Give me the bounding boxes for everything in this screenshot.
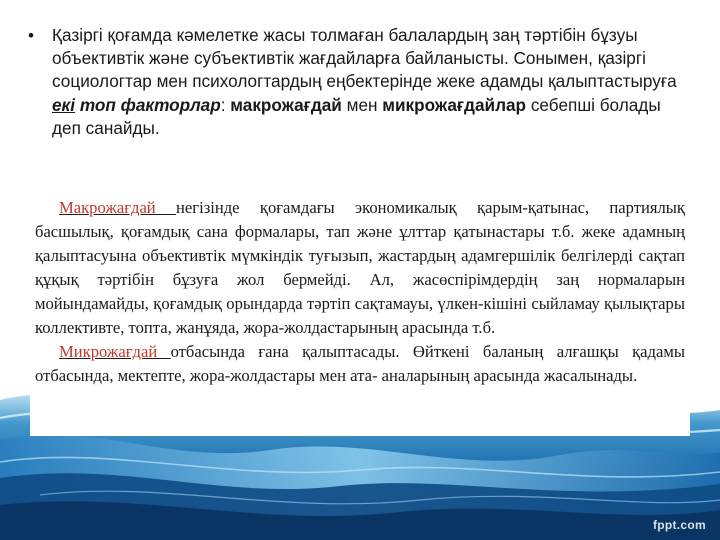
emphasis-italic: топ факторлар [75, 94, 221, 115]
macro-term: Макрожағдай [59, 198, 177, 217]
colon-separator: : [220, 94, 231, 115]
micro-term: Микрожағдай [59, 342, 171, 361]
bullet-paragraph [28, 24, 688, 140]
watermark-logo: fppt.com [652, 518, 706, 532]
bullet-text [52, 24, 688, 140]
bullet-marker: • [28, 26, 34, 45]
micro-keyword: микрожағдайлар [382, 94, 527, 115]
macro-paragraph [35, 196, 685, 340]
definition-textbox [30, 191, 690, 436]
macro-definition: негізінде қоғамдағы экономикалық қарым-қатынас, партиялық басшылық, қоғамдық сана формалары, тап және ұлттар қатынастары т.б. жеке адамның қалыптасуына объективтік мүмкіндік туғызып, жастардың адамгершілік белгілерді сақтап құқық тәртібін бұзуға жол бермейді. Ал, жасөспірімдердің заң нормаларын мойындамайды, қоғамдық орындарда тәртіп сақтамауы, үлкен-кішіні сыйламау қылықтары коллективте, топта, жанұяда, жора-жолдастарының арасында т.б. [35, 198, 685, 337]
micro-definition: отбасында ғана қалыптасады. Өйткені баланың алғашқы қадамы отбасында, мектепте, жора-жолдастары мен ата- аналарының арасында жасалынады. [35, 342, 685, 385]
bullet-lead-text: Қазіргі қоғамда кәмелетке жасы толмаған балалардың заң тәртібін бұзуы объективтік және субъективтік жағдайларға байланысты. Сонымен, қазіргі социологтар мен психологтардың еңбектерінде жеке адамды қалыптастыруға [52, 25, 677, 92]
conjunction-text: мен [341, 94, 383, 115]
bullet-tail-text: себепші болады деп санайды. [52, 94, 661, 138]
emphasis-underlined: екі [52, 94, 76, 115]
micro-paragraph [35, 340, 685, 388]
macro-keyword: макрожағдай [230, 94, 342, 115]
